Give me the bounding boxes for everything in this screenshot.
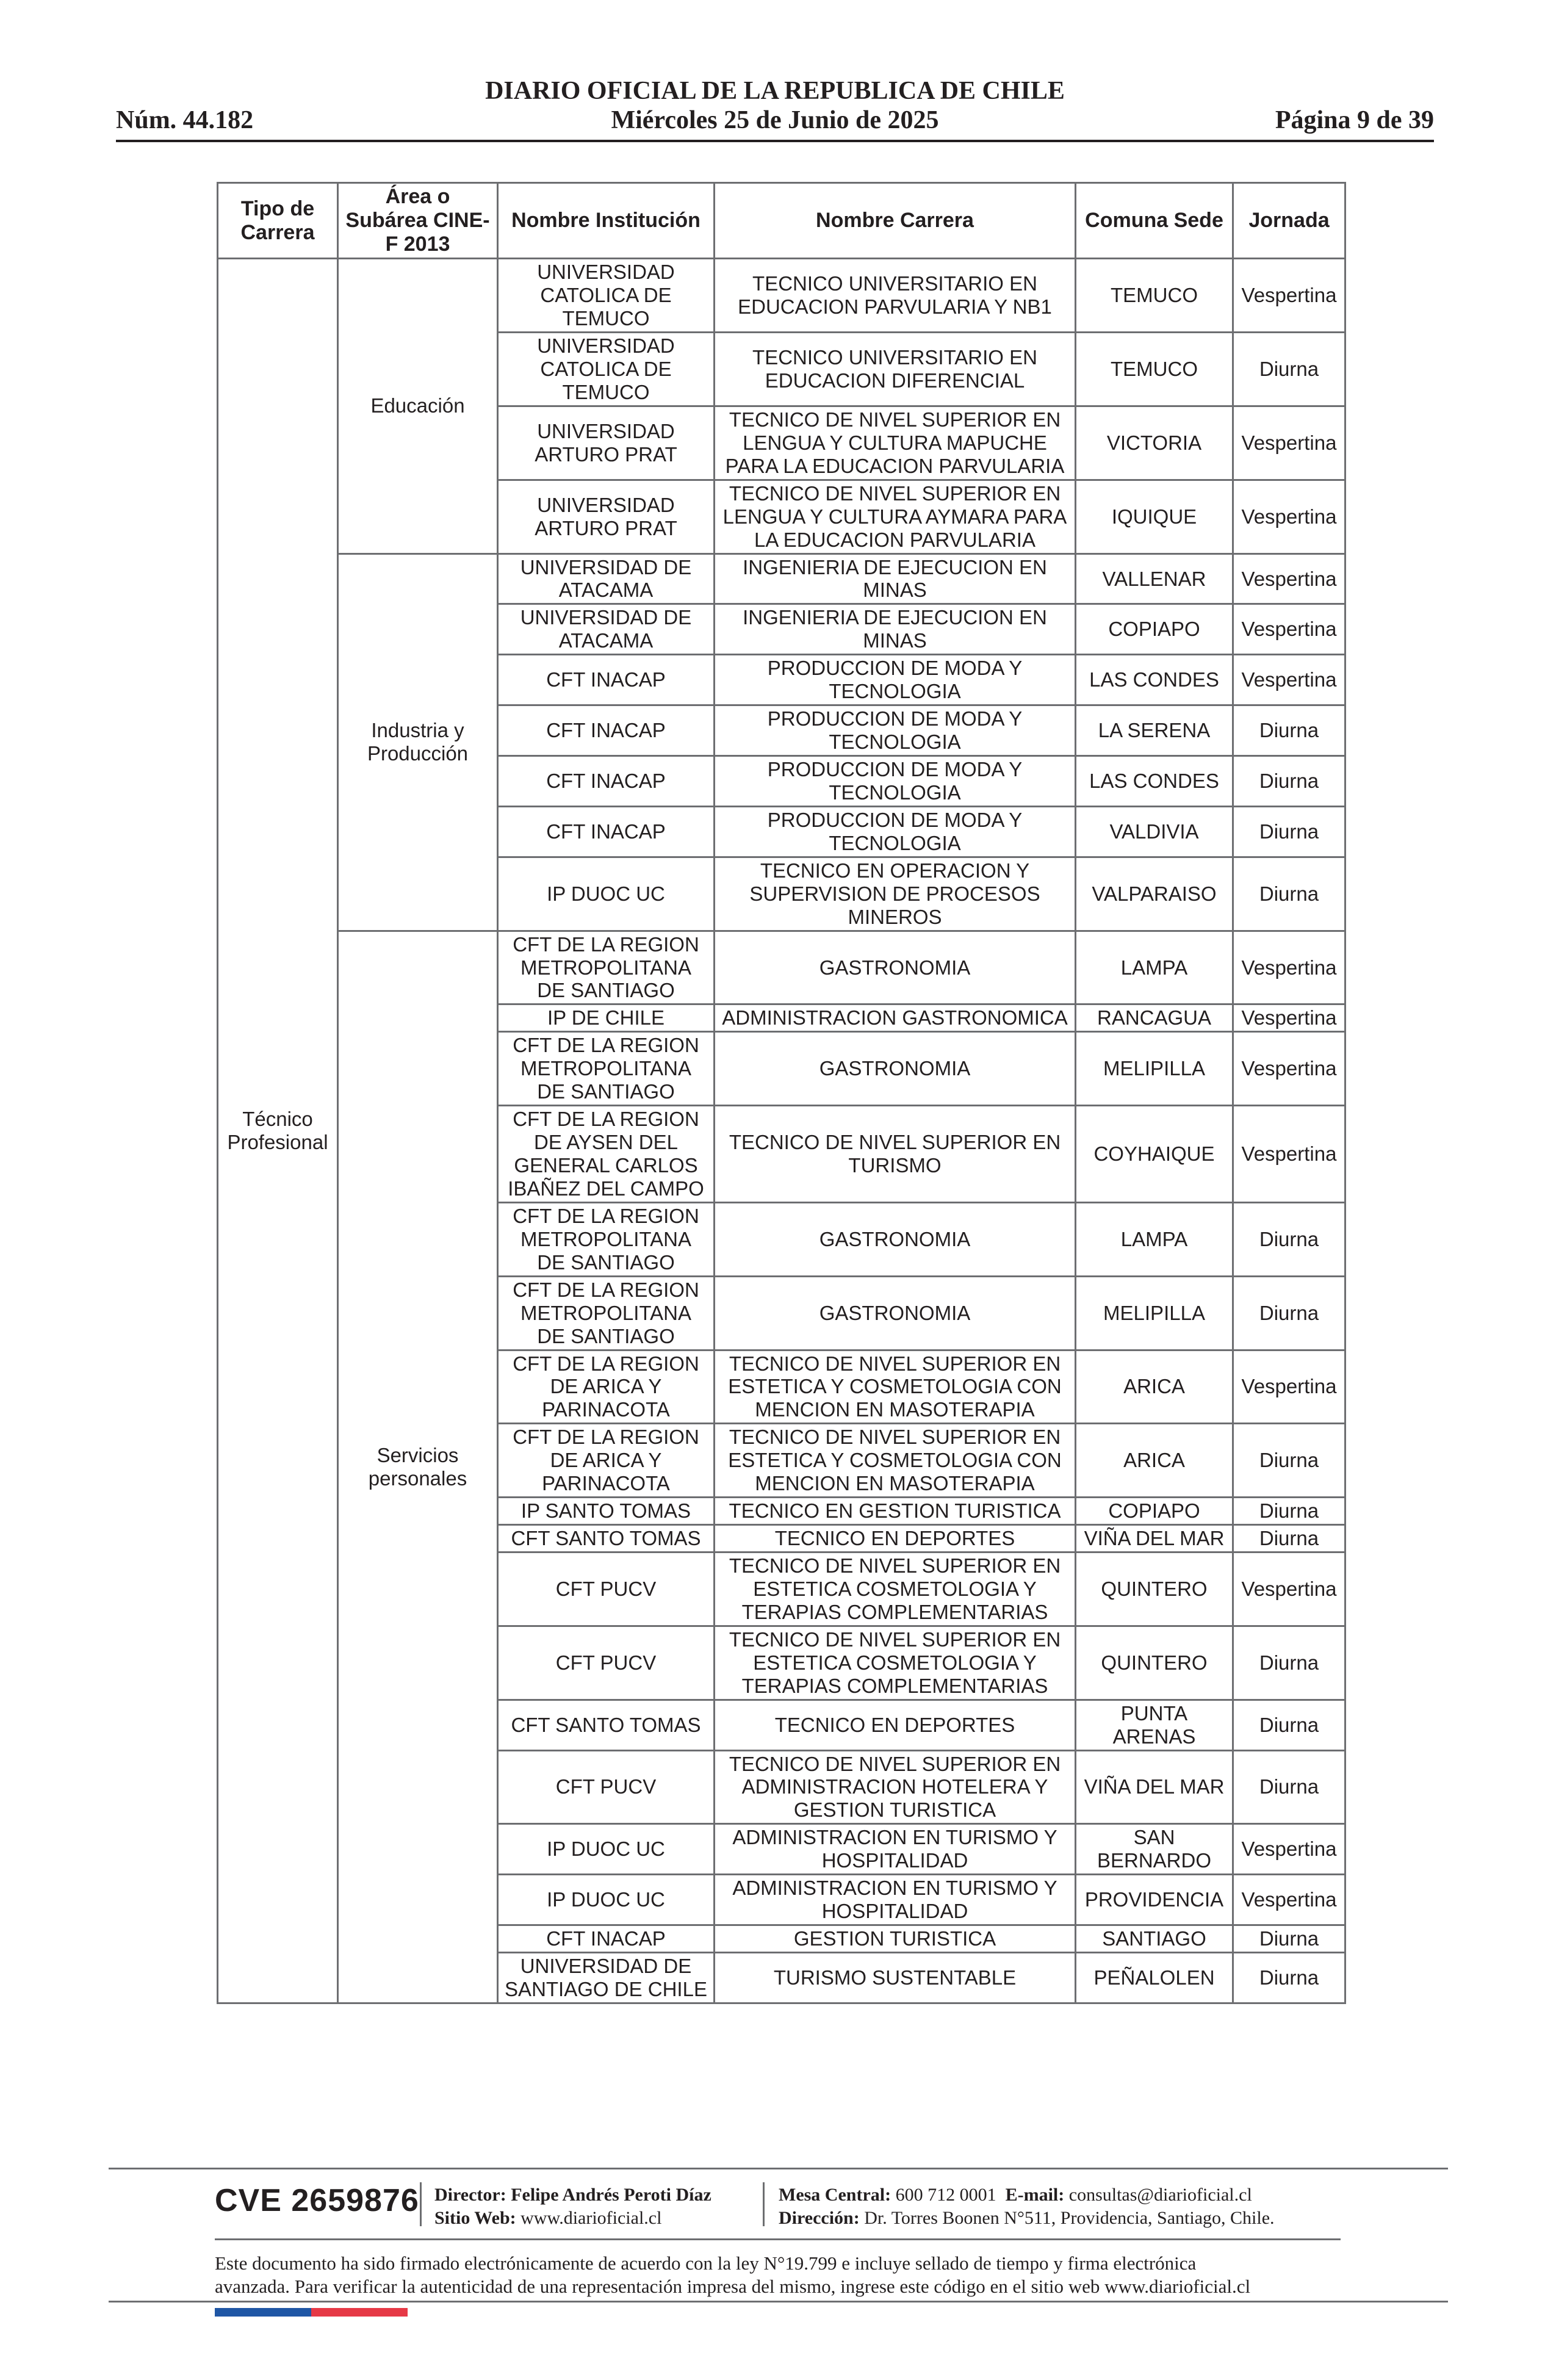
cell-institucion: UNIVERSIDAD DE ATACAMA	[498, 554, 715, 604]
cell-carrera: TECNICO UNIVERSITARIO EN EDUCACION DIFERENCIAL	[715, 333, 1076, 406]
cell-comuna: VALPARAISO	[1076, 857, 1233, 931]
cell-carrera: TURISMO SUSTENTABLE	[715, 1953, 1076, 2003]
footer-contact-block	[779, 2183, 1275, 2230]
address-text: Dr. Torres Boonen N°511, Providencia, Santiago, Chile.	[864, 2208, 1275, 2228]
cell-jornada: Diurna	[1233, 1700, 1345, 1750]
flag-stripe-red	[311, 2308, 408, 2317]
cell-carrera: TECNICO EN OPERACION Y SUPERVISION DE PROCESOS MINEROS	[715, 857, 1076, 931]
cell-institucion: UNIVERSIDAD ARTURO PRAT	[498, 480, 715, 554]
table-row	[218, 931, 1345, 1004]
page-number: Página 9 de 39	[1275, 106, 1434, 134]
cell-comuna: VICTORIA	[1076, 406, 1233, 480]
page-header	[116, 76, 1434, 143]
cell-jornada: Vespertina	[1233, 604, 1345, 655]
cell-institucion: CFT SANTO TOMAS	[498, 1700, 715, 1750]
cell-comuna: COPIAPO	[1076, 604, 1233, 655]
cell-institucion: CFT DE LA REGION DE AYSEN DEL GENERAL CARLOS IBAÑEZ DEL CAMPO	[498, 1106, 715, 1203]
col-header-institucion: Nombre Institución	[498, 183, 715, 259]
cell-jornada: Diurna	[1233, 1626, 1345, 1700]
cell-carrera: TECNICO DE NIVEL SUPERIOR EN ESTETICA Y COSMETOLOGIA CON MENCION EN MASOTERAPIA	[715, 1424, 1076, 1498]
cell-institucion: IP SANTO TOMAS	[498, 1498, 715, 1525]
cell-institucion: UNIVERSIDAD CATOLICA DE TEMUCO	[498, 333, 715, 406]
cell-comuna: LAMPA	[1076, 1202, 1233, 1276]
issue-number: Núm. 44.182	[116, 106, 254, 134]
cell-institucion: UNIVERSIDAD ARTURO PRAT	[498, 406, 715, 480]
legal-line: avanzada. Para verificar la autenticidad de una representación impresa del mismo, ingrese este código en el sitio web www.diarioficial.cl	[215, 2276, 1251, 2297]
cell-jornada: Diurna	[1233, 1953, 1345, 2003]
cell-comuna: PEÑALOLEN	[1076, 1953, 1233, 2003]
email-link[interactable]: consultas@diarioficial.cl	[1068, 2185, 1252, 2205]
cell-jornada: Diurna	[1233, 1750, 1345, 1824]
mesa-label: Mesa Central:	[779, 2185, 891, 2205]
cell-area: Servicios personales	[338, 931, 498, 2003]
cell-institucion: CFT INACAP	[498, 756, 715, 807]
cell-jornada: Vespertina	[1233, 931, 1345, 1004]
cell-comuna: ARICA	[1076, 1424, 1233, 1498]
cell-carrera: INGENIERIA DE EJECUCION EN MINAS	[715, 604, 1076, 655]
cell-carrera: PRODUCCION DE MODA Y TECNOLOGIA	[715, 655, 1076, 705]
cell-area: Educación	[338, 259, 498, 554]
cell-carrera: GASTRONOMIA	[715, 1276, 1076, 1350]
cell-jornada: Diurna	[1233, 333, 1345, 406]
cell-institucion: CFT INACAP	[498, 806, 715, 857]
cell-comuna: ARICA	[1076, 1350, 1233, 1424]
cell-jornada: Vespertina	[1233, 1552, 1345, 1626]
cell-jornada: Vespertina	[1233, 480, 1345, 554]
cell-carrera: TECNICO DE NIVEL SUPERIOR EN LENGUA Y CULTURA AYMARA PARA LA EDUCACION PARVULARIA	[715, 480, 1076, 554]
cell-jornada: Diurna	[1233, 1525, 1345, 1552]
cell-comuna: SANTIAGO	[1076, 1925, 1233, 1953]
cell-institucion: CFT DE LA REGION METROPOLITANA DE SANTIAGO	[498, 1202, 715, 1276]
cell-institucion: CFT DE LA REGION DE ARICA Y PARINACOTA	[498, 1350, 715, 1424]
footer-rule	[109, 2301, 1448, 2302]
cell-jornada: Vespertina	[1233, 1004, 1345, 1032]
cell-comuna: VALLENAR	[1076, 554, 1233, 604]
cell-carrera: GASTRONOMIA	[715, 1032, 1076, 1106]
legal-notice	[215, 2252, 1350, 2298]
footer-director-block	[434, 2183, 711, 2230]
col-header-tipo: Tipo de Carrera	[218, 183, 338, 259]
cell-jornada: Diurna	[1233, 857, 1345, 931]
cell-carrera: TECNICO DE NIVEL SUPERIOR EN TURISMO	[715, 1106, 1076, 1203]
cell-institucion: CFT DE LA REGION METROPOLITANA DE SANTIAGO	[498, 1032, 715, 1106]
cell-institucion: CFT DE LA REGION METROPOLITANA DE SANTIAGO	[498, 931, 715, 1004]
cell-comuna: SAN BERNARDO	[1076, 1824, 1233, 1875]
cell-comuna: VIÑA DEL MAR	[1076, 1750, 1233, 1824]
mesa-phone: 600 712 0001	[895, 2185, 996, 2205]
cell-jornada: Diurna	[1233, 756, 1345, 807]
table-row	[218, 554, 1345, 604]
cell-institucion: CFT INACAP	[498, 705, 715, 756]
cell-carrera: TECNICO EN DEPORTES	[715, 1700, 1076, 1750]
cell-comuna: COYHAIQUE	[1076, 1106, 1233, 1203]
cell-institucion: IP DUOC UC	[498, 1824, 715, 1875]
cell-tipo-carrera: Técnico Profesional	[218, 259, 338, 2003]
cell-institucion: IP DE CHILE	[498, 1004, 715, 1032]
cell-carrera: TECNICO DE NIVEL SUPERIOR EN ADMINISTRACION HOTELERA Y GESTION TURISTICA	[715, 1750, 1076, 1824]
cell-jornada: Diurna	[1233, 1202, 1345, 1276]
cell-institucion: CFT INACAP	[498, 655, 715, 705]
col-header-jornada: Jornada	[1233, 183, 1345, 259]
cell-institucion: CFT PUCV	[498, 1626, 715, 1700]
col-header-comuna: Comuna Sede	[1076, 183, 1233, 259]
table-body	[218, 259, 1345, 2003]
footer-rule	[215, 2238, 1341, 2240]
cell-comuna: LAMPA	[1076, 931, 1233, 1004]
cell-area: Industria y Producción	[338, 554, 498, 931]
cell-jornada: Vespertina	[1233, 1824, 1345, 1875]
cve-code: CVE 2659876	[215, 2183, 419, 2218]
cell-carrera: TECNICO DE NIVEL SUPERIOR EN ESTETICA COSMETOLOGIA Y TERAPIAS COMPLEMENTARIAS	[715, 1626, 1076, 1700]
cell-institucion: CFT INACAP	[498, 1925, 715, 1953]
cell-carrera: TECNICO UNIVERSITARIO EN EDUCACION PARVULARIA Y NB1	[715, 259, 1076, 333]
table-header-row	[218, 183, 1345, 259]
cell-comuna: LA SERENA	[1076, 705, 1233, 756]
cell-carrera: TECNICO EN DEPORTES	[715, 1525, 1076, 1552]
footer-separator	[420, 2182, 422, 2226]
table-row	[218, 259, 1345, 333]
cell-jornada: Diurna	[1233, 1276, 1345, 1350]
cell-jornada: Vespertina	[1233, 655, 1345, 705]
address-label: Dirección:	[779, 2208, 860, 2228]
cell-carrera: ADMINISTRACION GASTRONOMICA	[715, 1004, 1076, 1032]
cell-carrera: ADMINISTRACION EN TURISMO Y HOSPITALIDAD	[715, 1824, 1076, 1875]
cell-carrera: PRODUCCION DE MODA Y TECNOLOGIA	[715, 705, 1076, 756]
cell-jornada: Vespertina	[1233, 1032, 1345, 1106]
cell-institucion: UNIVERSIDAD DE ATACAMA	[498, 604, 715, 655]
cell-carrera: INGENIERIA DE EJECUCION EN MINAS	[715, 554, 1076, 604]
cell-institucion: IP DUOC UC	[498, 857, 715, 931]
cell-comuna: MELIPILLA	[1076, 1276, 1233, 1350]
cell-comuna: VALDIVIA	[1076, 806, 1233, 857]
cell-carrera: TECNICO DE NIVEL SUPERIOR EN ESTETICA COSMETOLOGIA Y TERAPIAS COMPLEMENTARIAS	[715, 1552, 1076, 1626]
issue-date: Miércoles 25 de Junio de 2025	[611, 106, 939, 134]
cell-institucion: CFT PUCV	[498, 1552, 715, 1626]
cell-jornada: Diurna	[1233, 1925, 1345, 1953]
cell-carrera: TECNICO EN GESTION TURISTICA	[715, 1498, 1076, 1525]
cell-jornada: Vespertina	[1233, 259, 1345, 333]
newspaper-title: DIARIO OFICIAL DE LA REPUBLICA DE CHILE	[485, 77, 1065, 105]
cell-comuna: COPIAPO	[1076, 1498, 1233, 1525]
cell-institucion: CFT PUCV	[498, 1750, 715, 1824]
footer-separator	[763, 2182, 765, 2226]
cell-carrera: GASTRONOMIA	[715, 931, 1076, 1004]
header-rule	[116, 140, 1434, 142]
cell-comuna: VIÑA DEL MAR	[1076, 1525, 1233, 1552]
cell-jornada: Diurna	[1233, 705, 1345, 756]
cell-carrera: GESTION TURISTICA	[715, 1925, 1076, 1953]
cell-jornada: Vespertina	[1233, 1106, 1345, 1203]
cell-institucion: CFT DE LA REGION DE ARICA Y PARINACOTA	[498, 1424, 715, 1498]
cell-comuna: IQUIQUE	[1076, 480, 1233, 554]
cell-institucion: UNIVERSIDAD DE SANTIAGO DE CHILE	[498, 1953, 715, 2003]
cell-carrera: PRODUCCION DE MODA Y TECNOLOGIA	[715, 806, 1076, 857]
web-label: Sitio Web:	[434, 2208, 516, 2228]
footer-rule	[109, 2168, 1448, 2169]
cell-jornada: Diurna	[1233, 1498, 1345, 1525]
cell-comuna: LAS CONDES	[1076, 756, 1233, 807]
cell-jornada: Vespertina	[1233, 406, 1345, 480]
cell-carrera: GASTRONOMIA	[715, 1202, 1076, 1276]
cell-institucion: CFT DE LA REGION METROPOLITANA DE SANTIAGO	[498, 1276, 715, 1350]
cell-institucion: IP DUOC UC	[498, 1875, 715, 1925]
director-name: Felipe Andrés Peroti Díaz	[511, 2185, 711, 2205]
cell-jornada: Vespertina	[1233, 1875, 1345, 1925]
cell-institucion: UNIVERSIDAD CATOLICA DE TEMUCO	[498, 259, 715, 333]
cell-carrera: PRODUCCION DE MODA Y TECNOLOGIA	[715, 756, 1076, 807]
col-header-carrera: Nombre Carrera	[715, 183, 1076, 259]
flag-stripe-blue	[215, 2308, 311, 2317]
cell-comuna: MELIPILLA	[1076, 1032, 1233, 1106]
careers-table	[217, 182, 1346, 2004]
cell-carrera: TECNICO DE NIVEL SUPERIOR EN ESTETICA Y COSMETOLOGIA CON MENCION EN MASOTERAPIA	[715, 1350, 1076, 1424]
legal-line: Este documento ha sido firmado electrónicamente de acuerdo con la ley N°19.799 e incluye sellado de tiempo y firma electrónica	[215, 2252, 1197, 2274]
email-label: E-mail:	[1005, 2185, 1065, 2205]
cell-comuna: LAS CONDES	[1076, 655, 1233, 705]
cell-comuna: TEMUCO	[1076, 259, 1233, 333]
cell-comuna: QUINTERO	[1076, 1552, 1233, 1626]
cell-jornada: Diurna	[1233, 806, 1345, 857]
web-link[interactable]: www.diarioficial.cl	[520, 2208, 662, 2228]
cell-comuna: PUNTA ARENAS	[1076, 1700, 1233, 1750]
cell-comuna: TEMUCO	[1076, 333, 1233, 406]
cell-comuna: QUINTERO	[1076, 1626, 1233, 1700]
cell-comuna: RANCAGUA	[1076, 1004, 1233, 1032]
director-label: Director:	[434, 2185, 506, 2205]
cell-jornada: Diurna	[1233, 1424, 1345, 1498]
cell-carrera: TECNICO DE NIVEL SUPERIOR EN LENGUA Y CULTURA MAPUCHE PARA LA EDUCACION PARVULARIA	[715, 406, 1076, 480]
col-header-area: Área o Subárea CINE-F 2013	[338, 183, 498, 259]
cell-jornada: Vespertina	[1233, 554, 1345, 604]
cell-jornada: Vespertina	[1233, 1350, 1345, 1424]
cell-institucion: CFT SANTO TOMAS	[498, 1525, 715, 1552]
cell-carrera: ADMINISTRACION EN TURISMO Y HOSPITALIDAD	[715, 1875, 1076, 1925]
cell-comuna: PROVIDENCIA	[1076, 1875, 1233, 1925]
